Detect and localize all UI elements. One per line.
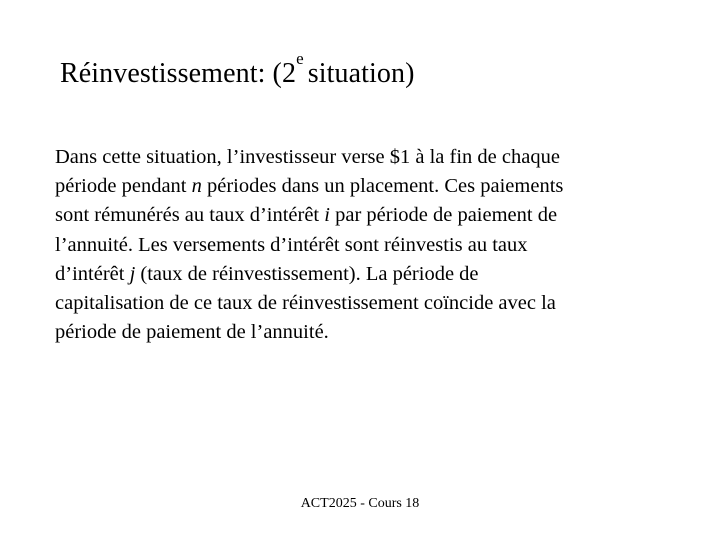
math-variable: i [324,204,330,227]
math-variable: j [129,262,136,285]
body-line [55,231,660,260]
body-line [55,289,660,318]
body-text-segment: d’intérêt [55,262,130,285]
body-text-segment: Dans cette situation, l’investisseur verse $1 à la fin de chaque [55,146,560,168]
body-line [55,201,660,230]
body-line [55,143,660,172]
body-text-segment: par période de paiement de [329,204,558,227]
body-text-segment: capitalisation de ce taux de réinvestissement coïncide avec la [55,292,556,315]
body-text-segment: sont rémunérés au taux d’intérêt [55,204,325,227]
slide-footer: ACT2025 - Cours 18 [300,496,420,511]
slide-body-paragraph [55,143,660,347]
body-text-segment: période de paiement de l’annuité. [55,321,329,344]
slide-title-superscript: e [296,49,304,68]
body-line [55,318,660,347]
body-line [55,172,660,201]
slide-title-prefix: Réinvestissement: (2 [60,58,297,89]
body-text-segment: (taux de réinvestissement). La période de [135,262,479,285]
body-line [55,260,660,289]
math-variable: n [191,175,202,198]
body-text-segment: périodes dans un placement. Ces paiements [201,175,564,198]
slide-title [60,49,415,94]
body-text-segment: l’annuité. Les versements d’intérêt sont réinvestis au taux [55,233,528,256]
body-text-segment: période pendant [55,175,192,198]
slide-title-suffix: situation) [307,58,415,89]
